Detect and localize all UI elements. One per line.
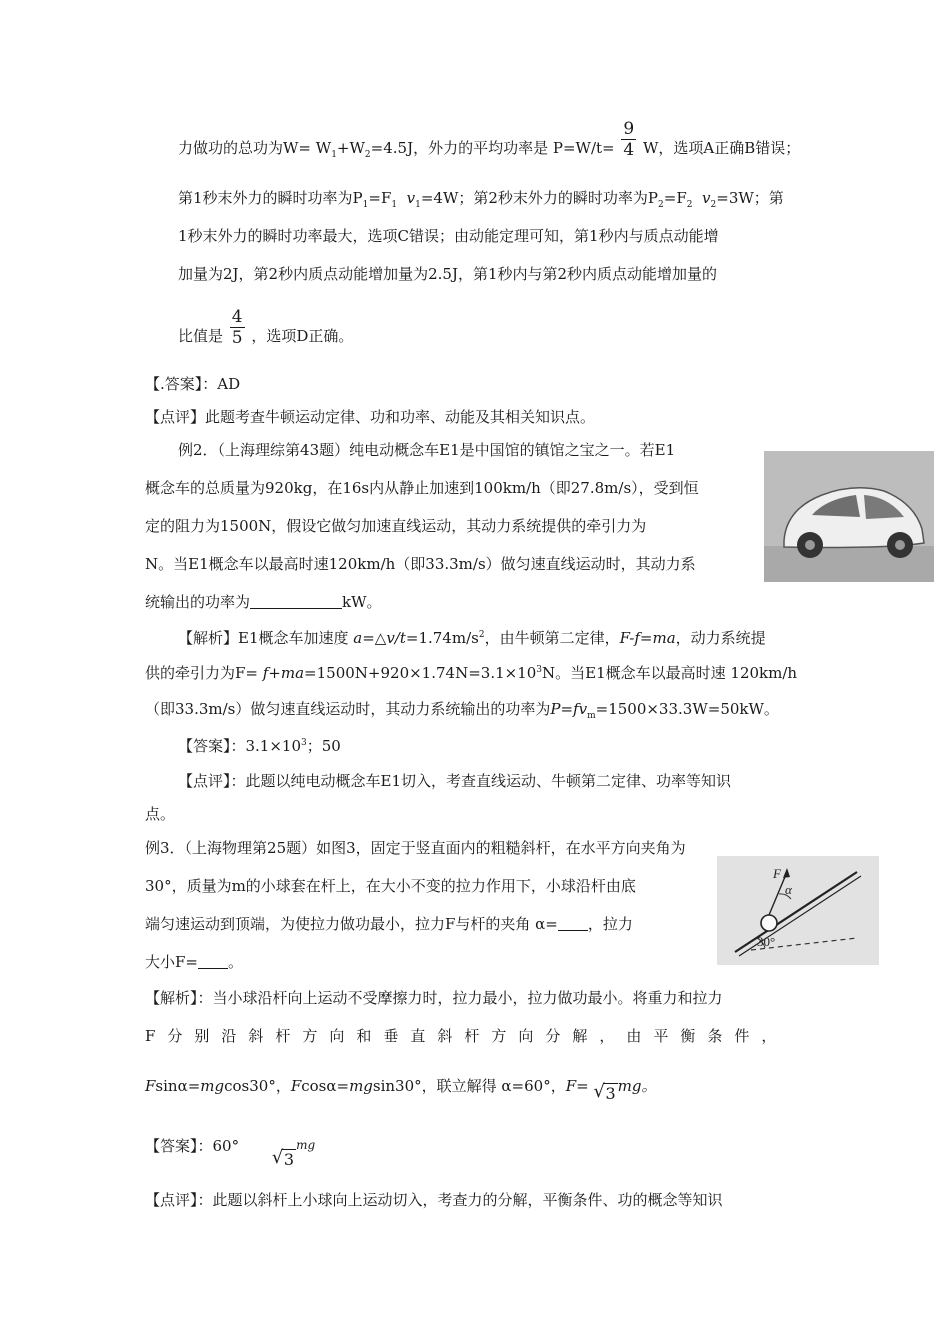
solution-line: 【解析】E1概念车加速度 $a=\triangle v/t=1.74m/s^2$，由牛顿第二定律，F-f=ma，动力系统提 (178, 629, 766, 647)
answer-line: 【答案】：$3.1\times 10^3$；50 (178, 737, 341, 755)
example-3-line: 端匀速运动到顶端，为使拉力做功最小，拉力F与杆的夹角 α= ，拉力 (145, 915, 633, 933)
fraction: $\frac{9}{4}$ (623, 118, 635, 160)
text-line: 力做功的总功为$W= W_1+W_2=4.5J$，外力的平均功率是 P=W/t= $\frac{9}{4}$ W，选项A正确B错误； (178, 118, 801, 160)
fraction: $\frac{4}{5}$ (231, 306, 243, 348)
example-2-line: 定的阻力为1500N，假设它做匀加速直线运动，其动力系统提供的牵引力为 (145, 517, 647, 535)
solution-line: 供的牵引力为$F= f+ma=1500N+920\times 1.74N=3.1\times 10^3N$。当E1概念车以最高时速 120km/h (145, 664, 798, 682)
solution-line: F分别沿斜杆方向和垂直斜杆方向分解，由平衡条件， (145, 1027, 789, 1045)
sqrt-expression: √ 3 (271, 1147, 295, 1169)
text-line: 1秒末外力的瞬时功率最大，选项C错误；由动能定理可知，第1秒内与质点动能增 (178, 227, 719, 245)
comment-line: 【点评】：此题以纯电动概念车E1切入，考查直线运动、牛顿第二定律、功率等知识 (178, 772, 731, 790)
example-2-line: 统输出的功率为 kW。 (145, 593, 382, 611)
force-label: F (773, 866, 781, 881)
sqrt-expression: √ 3 (593, 1081, 616, 1103)
example-3-line: 30°，质量为m的小球套在杆上，在大小不变的拉力作用下，小球沿杆由底 (145, 877, 636, 895)
text-line: 第1秒末外力的瞬时功率为$P_1=F_1$ $v_1=4W$；第2秒末外力的瞬时功率为$P_2=F_2$ $v_2=3W$；第 (178, 189, 784, 210)
comment-line: 【点评】：此题以斜杆上小球向上运动切入，考查力的分解，平衡条件、功的概念等知识 (145, 1191, 723, 1209)
incline-figure (717, 856, 879, 965)
answer-blank (198, 954, 228, 969)
solution-line: Fsinα=mgcos30°，Fcosα=mgsin30°，联立解得 α=60°，F= √ 3 mg。 (145, 1077, 657, 1103)
example-2-line: 概念车的总质量为920kg，在16s内从静止加速到100km/h（即27.8m/s），受到恒 (145, 479, 699, 497)
answer-blank (250, 594, 342, 609)
incline-diagram (717, 856, 879, 965)
angle-label: 30° (757, 934, 776, 949)
answer-line: 【答案】：60° √ 3mg (145, 1137, 316, 1169)
example-3-line: 例3．（上海物理第25题）如图3，固定于竖直面内的粗糙斜杆，在水平方向夹角为 (145, 839, 686, 857)
example-2-line: N。当E1概念车以最高时速120km/h（即33.3m/s）做匀速直线运动时，其动力系 (145, 555, 696, 573)
solution-line: （即33.3m/s）做匀速直线运动时，其动力系统输出的功率为$P=fv_m=1500\times 33.3W=50kW$。 (145, 700, 779, 721)
example-2-line: 例2．（上海理综第43题）纯电动概念车E1是中国馆的镇馆之宝之一。若E1 (178, 441, 676, 459)
comment-line: 【点评】此题考查牛顿运动定律、功和功率、动能及其相关知识点。 (145, 408, 596, 426)
text-line: 加量为2J，第2秒内质点动能增加量为2.5J，第1秒内与第2秒内质点动能增加量的 (178, 265, 718, 283)
comment-line: 点。 (145, 805, 176, 823)
alpha-label: α (785, 882, 792, 897)
solution-line: 【解析】：当小球沿杆向上运动不受摩擦力时，拉力最小，拉力做功最小。将重力和拉力 (145, 989, 723, 1007)
answer-blank (558, 916, 588, 931)
car-illustration (764, 451, 934, 582)
example-3-line: 大小F= 。 (145, 953, 243, 971)
text-line: 比值是 $\frac{4}{5}$ ，选项D正确。 (178, 306, 354, 348)
answer-line: 【.答案】：AD (145, 375, 241, 393)
car-photo (764, 451, 934, 582)
